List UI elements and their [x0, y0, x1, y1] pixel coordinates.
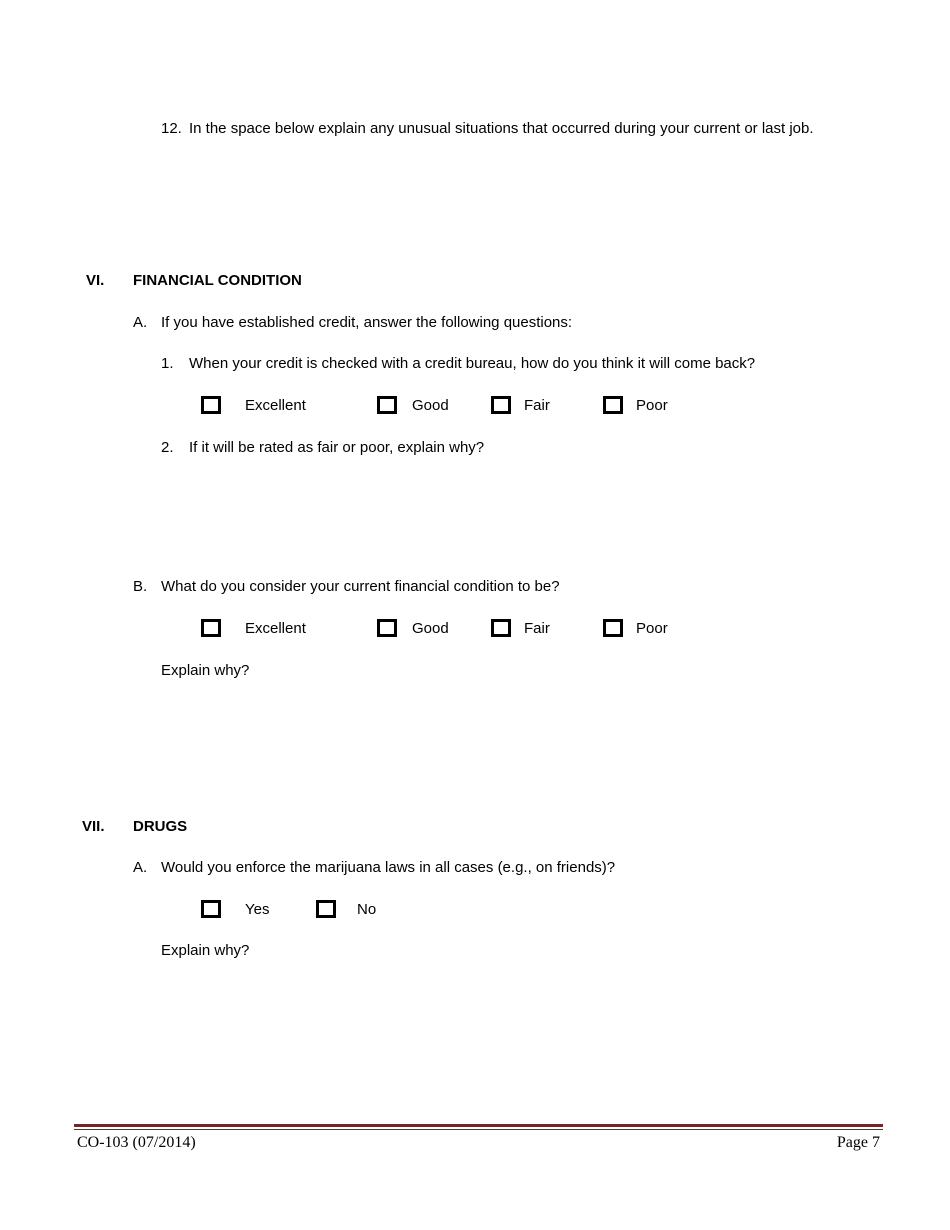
- subsection-text: What do you consider your current financial condition to be?: [161, 578, 560, 595]
- checkbox-excellent[interactable]: [201, 619, 221, 637]
- form-number: CO-103 (07/2014): [77, 1134, 196, 1151]
- option-label: Fair: [524, 620, 550, 637]
- checkbox-poor[interactable]: [603, 396, 623, 414]
- option-label: Yes: [245, 901, 270, 918]
- checkbox-no[interactable]: [316, 900, 336, 918]
- section-numeral: VI.: [86, 272, 105, 289]
- footer-rule-thin: [74, 1129, 883, 1130]
- question-number: 1.: [161, 355, 174, 372]
- option-label: Excellent: [245, 397, 306, 414]
- question-text: If it will be rated as fair or poor, explain why?: [189, 439, 485, 456]
- subsection-text: If you have established credit, answer the following questions:: [161, 314, 573, 331]
- explain-label: Explain why?: [161, 942, 250, 959]
- section-title: FINANCIAL CONDITION: [133, 272, 302, 289]
- question-text: In the space below explain any unusual situations that occurred during your current or last job.: [189, 120, 814, 137]
- explain-label: Explain why?: [161, 662, 250, 679]
- checkbox-poor[interactable]: [603, 619, 623, 637]
- checkbox-fair[interactable]: [491, 396, 511, 414]
- option-label: Good: [412, 620, 449, 637]
- checkbox-good[interactable]: [377, 396, 397, 414]
- subsection-letter: A.: [133, 859, 148, 876]
- section-numeral: VII.: [82, 818, 105, 835]
- question-text: When your credit is checked with a credit bureau, how do you think it will come back?: [189, 355, 756, 372]
- option-label: Fair: [524, 397, 550, 414]
- option-label: No: [357, 901, 377, 918]
- footer-rule: [74, 1124, 883, 1127]
- option-label: Poor: [636, 620, 668, 637]
- checkbox-good[interactable]: [377, 619, 397, 637]
- option-label: Good: [412, 397, 449, 414]
- checkbox-fair[interactable]: [491, 619, 511, 637]
- checkbox-excellent[interactable]: [201, 396, 221, 414]
- subsection-text: Would you enforce the marijuana laws in all cases (e.g., on friends)?: [161, 859, 616, 876]
- checkbox-yes[interactable]: [201, 900, 221, 918]
- page-number: Page 7: [836, 1134, 880, 1151]
- option-label: Poor: [636, 397, 668, 414]
- subsection-letter: A.: [133, 314, 148, 331]
- question-number: 2.: [161, 439, 174, 456]
- option-label: Excellent: [245, 620, 306, 637]
- subsection-letter: B.: [133, 578, 148, 595]
- section-title: DRUGS: [133, 818, 188, 835]
- question-number: 12.: [161, 120, 182, 137]
